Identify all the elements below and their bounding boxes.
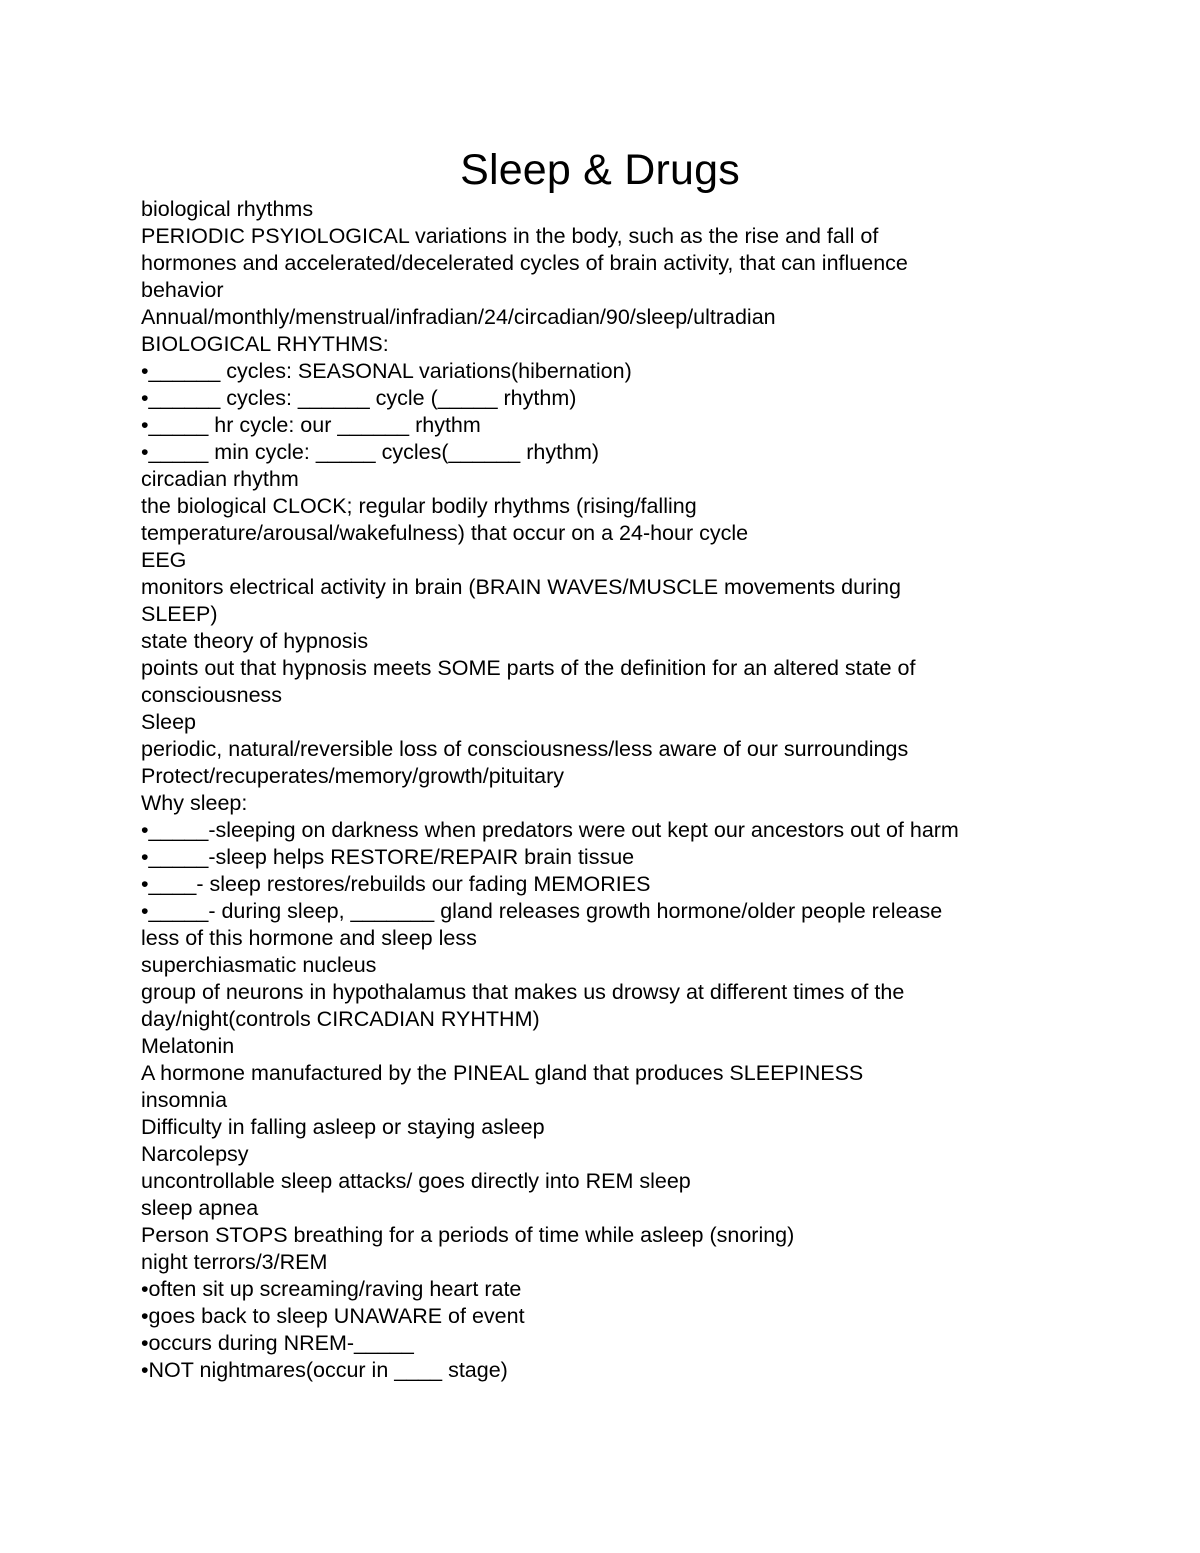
text-line: day/night(controls CIRCADIAN RYHTHM) (141, 1007, 540, 1031)
text-line: •NOT nightmares(occur in ____ stage) (141, 1358, 508, 1382)
text-line: hormones and accelerated/decelerated cycles of brain activity, that can influence (141, 251, 908, 275)
text-line: insomnia (141, 1088, 228, 1112)
text-line: •_____- during sleep, _______ gland releases growth hormone/older people release (141, 899, 943, 923)
text-line: •____- sleep restores/rebuilds our fading MEMORIES (141, 872, 651, 896)
text-line: Annual/monthly/menstrual/infradian/24/circadian/90/sleep/ultradian (141, 305, 776, 329)
text-line: •_____ min cycle: _____ cycles(______ rhythm) (141, 440, 600, 464)
text-line: Narcolepsy (141, 1142, 249, 1166)
text-line: uncontrollable sleep attacks/ goes directly into REM sleep (141, 1169, 691, 1193)
text-line: •goes back to sleep UNAWARE of event (141, 1304, 525, 1328)
page-title: Sleep & Drugs (460, 146, 740, 194)
text-line: Difficulty in falling asleep or staying asleep (141, 1115, 545, 1139)
text-line: periodic, natural/reversible loss of consciousness/less aware of our surroundings (141, 737, 909, 761)
text-line: biological rhythms (141, 197, 314, 221)
text-line: behavior (141, 278, 224, 302)
text-line: Sleep (141, 710, 196, 734)
text-line: •_____ hr cycle: our ______ rhythm (141, 413, 481, 437)
text-line: Melatonin (141, 1034, 235, 1058)
text-line: night terrors/3/REM (141, 1250, 328, 1274)
text-line: temperature/arousal/wakefulness) that occur on a 24-hour cycle (141, 521, 749, 545)
text-line: state theory of hypnosis (141, 629, 369, 653)
text-line: •occurs during NREM-_____ (141, 1331, 414, 1355)
text-line: monitors electrical activity in brain (BRAIN WAVES/MUSCLE movements during (141, 575, 901, 599)
text-line: less of this hormone and sleep less (141, 926, 477, 950)
text-line: A hormone manufactured by the PINEAL gland that produces SLEEPINESS (141, 1061, 864, 1085)
text-line: BIOLOGICAL RHYTHMS: (141, 332, 389, 356)
text-line: •______ cycles: ______ cycle (_____ rhythm) (141, 386, 577, 410)
text-line: EEG (141, 548, 187, 572)
text-line: •______ cycles: SEASONAL variations(hibernation) (141, 359, 632, 383)
text-line: •often sit up screaming/raving heart rate (141, 1277, 522, 1301)
text-line: •_____-sleeping on darkness when predators were out kept our ancestors out of harm (141, 818, 959, 842)
text-line: group of neurons in hypothalamus that makes us drowsy at different times of the (141, 980, 905, 1004)
text-line: Protect/recuperates/memory/growth/pituitary (141, 764, 564, 788)
text-line: points out that hypnosis meets SOME parts of the definition for an altered state of (141, 656, 916, 680)
text-line: circadian rhythm (141, 467, 299, 491)
text-line: PERIODIC PSYIOLOGICAL variations in the body, such as the rise and fall of (141, 224, 879, 248)
text-line: Why sleep: (141, 791, 248, 815)
text-line: sleep apnea (141, 1196, 259, 1220)
text-line: consciousness (141, 683, 283, 707)
text-line: Person STOPS breathing for a periods of time while asleep (snoring) (141, 1223, 795, 1247)
notes-body (141, 196, 1161, 1384)
text-line: superchiasmatic nucleus (141, 953, 377, 977)
text-line: •_____-sleep helps RESTORE/REPAIR brain tissue (141, 845, 635, 869)
text-line: the biological CLOCK; regular bodily rhythms (rising/falling (141, 494, 697, 518)
text-line: SLEEP) (141, 602, 218, 626)
